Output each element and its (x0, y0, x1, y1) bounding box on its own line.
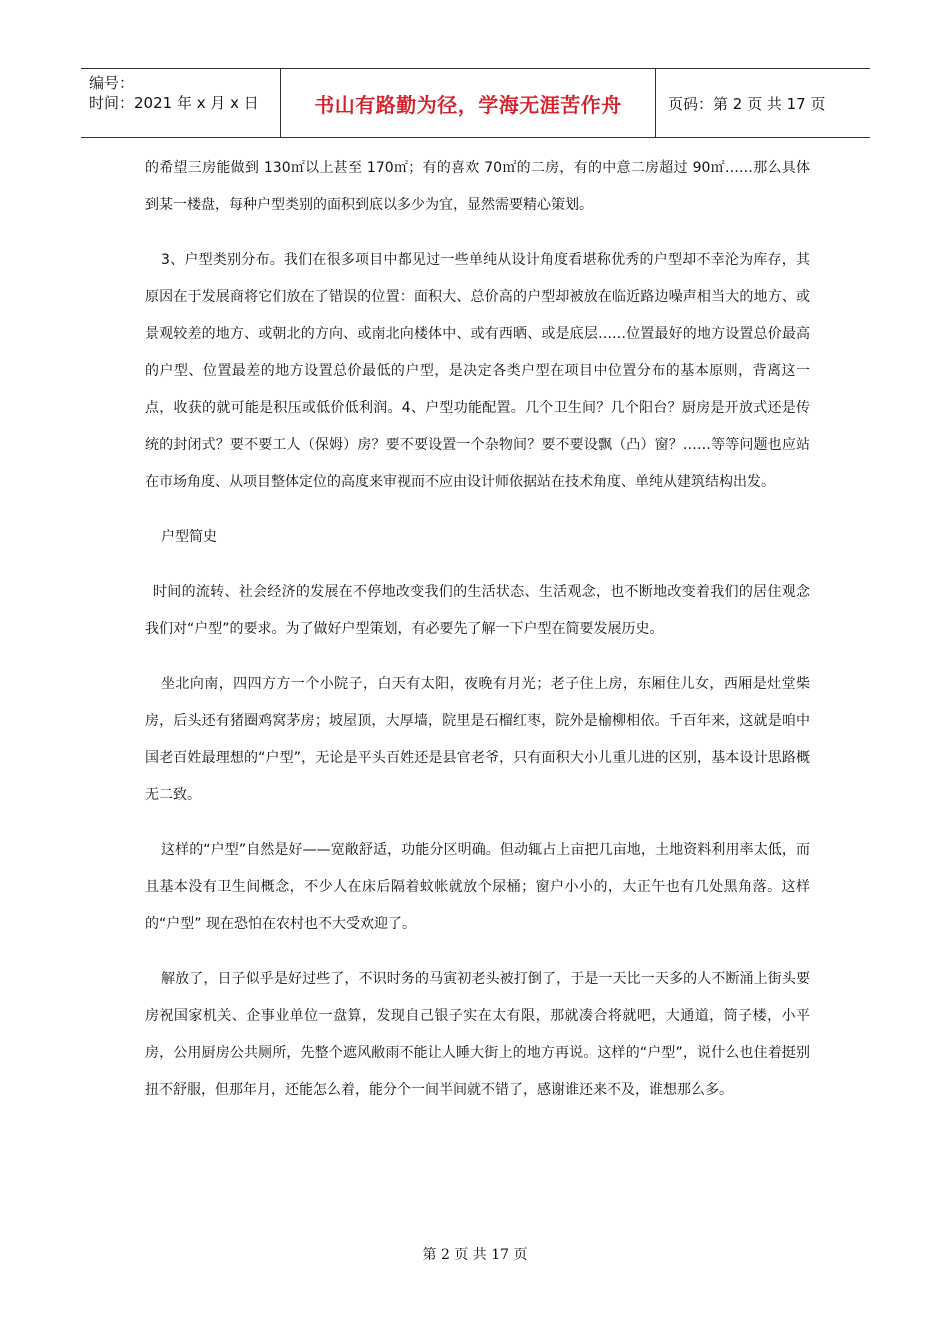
document-time-label: 时间：2021 年 x 月 x 日 (89, 94, 259, 112)
header-page-number: 页码：第 2 页 共 17 页 (668, 94, 826, 113)
document-number-label: 编号： (89, 74, 135, 92)
document-body (145, 150, 810, 1127)
paragraph: 时间的流转、社会经济的发展在不停地改变我们的生活状态、生活观念，也不断地改变着我们的居住观念我们对“户型”的要求。为了做好户型策划，有必要先了解一下户型在简要发展历史。 (145, 584, 810, 637)
paragraph: 3、户型类别分布。我们在很多项目中都见过一些单纯从设计角度看堪称优秀的户型却不幸沦为库存，其原因在于发展商将它们放在了错误的位置：面积大、总价高的户型却被放在临近路边噪声相当大的地方、或景观较差的地方、或朝北的方向、或南北向楼体中、或有西晒、或是底层……位置最好的地方设置总价最高的户型、位置最差的地方设置总价最低的户型，是决定各类户型在项目中位置分布的基本原则，背离这一点，收获的就可能是积压或低价低利润。4、户型功能配置。几个卫生间？几个阳台？厨房是开放式还是传统的封闭式？要不要工人（保姆）房？要不要设置一个杂物间？要不要设飘（凸）窗？……等等问题也应站在市场角度、从项目整体定位的高度来审视而不应由设计师依据站在技术角度、单纯从建筑结构出发。 (145, 252, 810, 490)
paragraph: 坐北向南，四四方方一个小院子，白天有太阳，夜晚有月光；老子住上房，东厢住儿女，西厢是灶堂柴房，后头还有猪圈鸡窝茅房；坡屋顶，大厚墙，院里是石榴红枣，院外是榆柳相依。千百年来，这就是咱中国老百姓最理想的“户型”，无论是平头百姓还是县官老爷，只有面积大小儿重儿进的区别，基本设计思路概无二致。 (145, 676, 810, 803)
header-motto: 书山有路勤为径，学海无涯苦作舟 (281, 69, 656, 137)
page-footer: 第 2 页 共 17 页 (422, 1247, 528, 1263)
section-heading: 户型简史 (161, 529, 217, 545)
header-meta (81, 69, 281, 137)
paragraph: 的希望三房能做到 130㎡以上甚至 170㎡；有的喜欢 70㎡的二房，有的中意二房超过 90㎡……那么具体到某一楼盘，每种户型类别的面积到底以多少为宜，显然需要精心策划。 (145, 160, 810, 213)
document-header (81, 68, 870, 138)
paragraph: 这样的“户型”自然是好——宽敞舒适，功能分区明确。但动辄占上亩把几亩地，土地资料利用率太低，而且基本没有卫生间概念，不少人在床后隔着蚊帐就放个尿桶；窗户小小的，大正午也有几处黑角落。这样的“户型” 现在恐怕在农村也不大受欢迎了。 (145, 842, 810, 932)
paragraph: 解放了，日子似乎是好过些了，不识时务的马寅初老头被打倒了，于是一天比一天多的人不断涌上街头要房祝国家机关、企事业单位一盘算，发现自己银子实在太有限，那就凑合将就吧，大通道，筒子楼，小平房，公用厨房公共厕所，先整个遮风敝雨不能让人睡大街上的地方再说。这样的“户型”，说什么也住着挺别扭不舒服，但那年月，还能怎么着，能分个一间半间就不错了，感谢谁还来不及，谁想那么多。 (145, 971, 810, 1098)
